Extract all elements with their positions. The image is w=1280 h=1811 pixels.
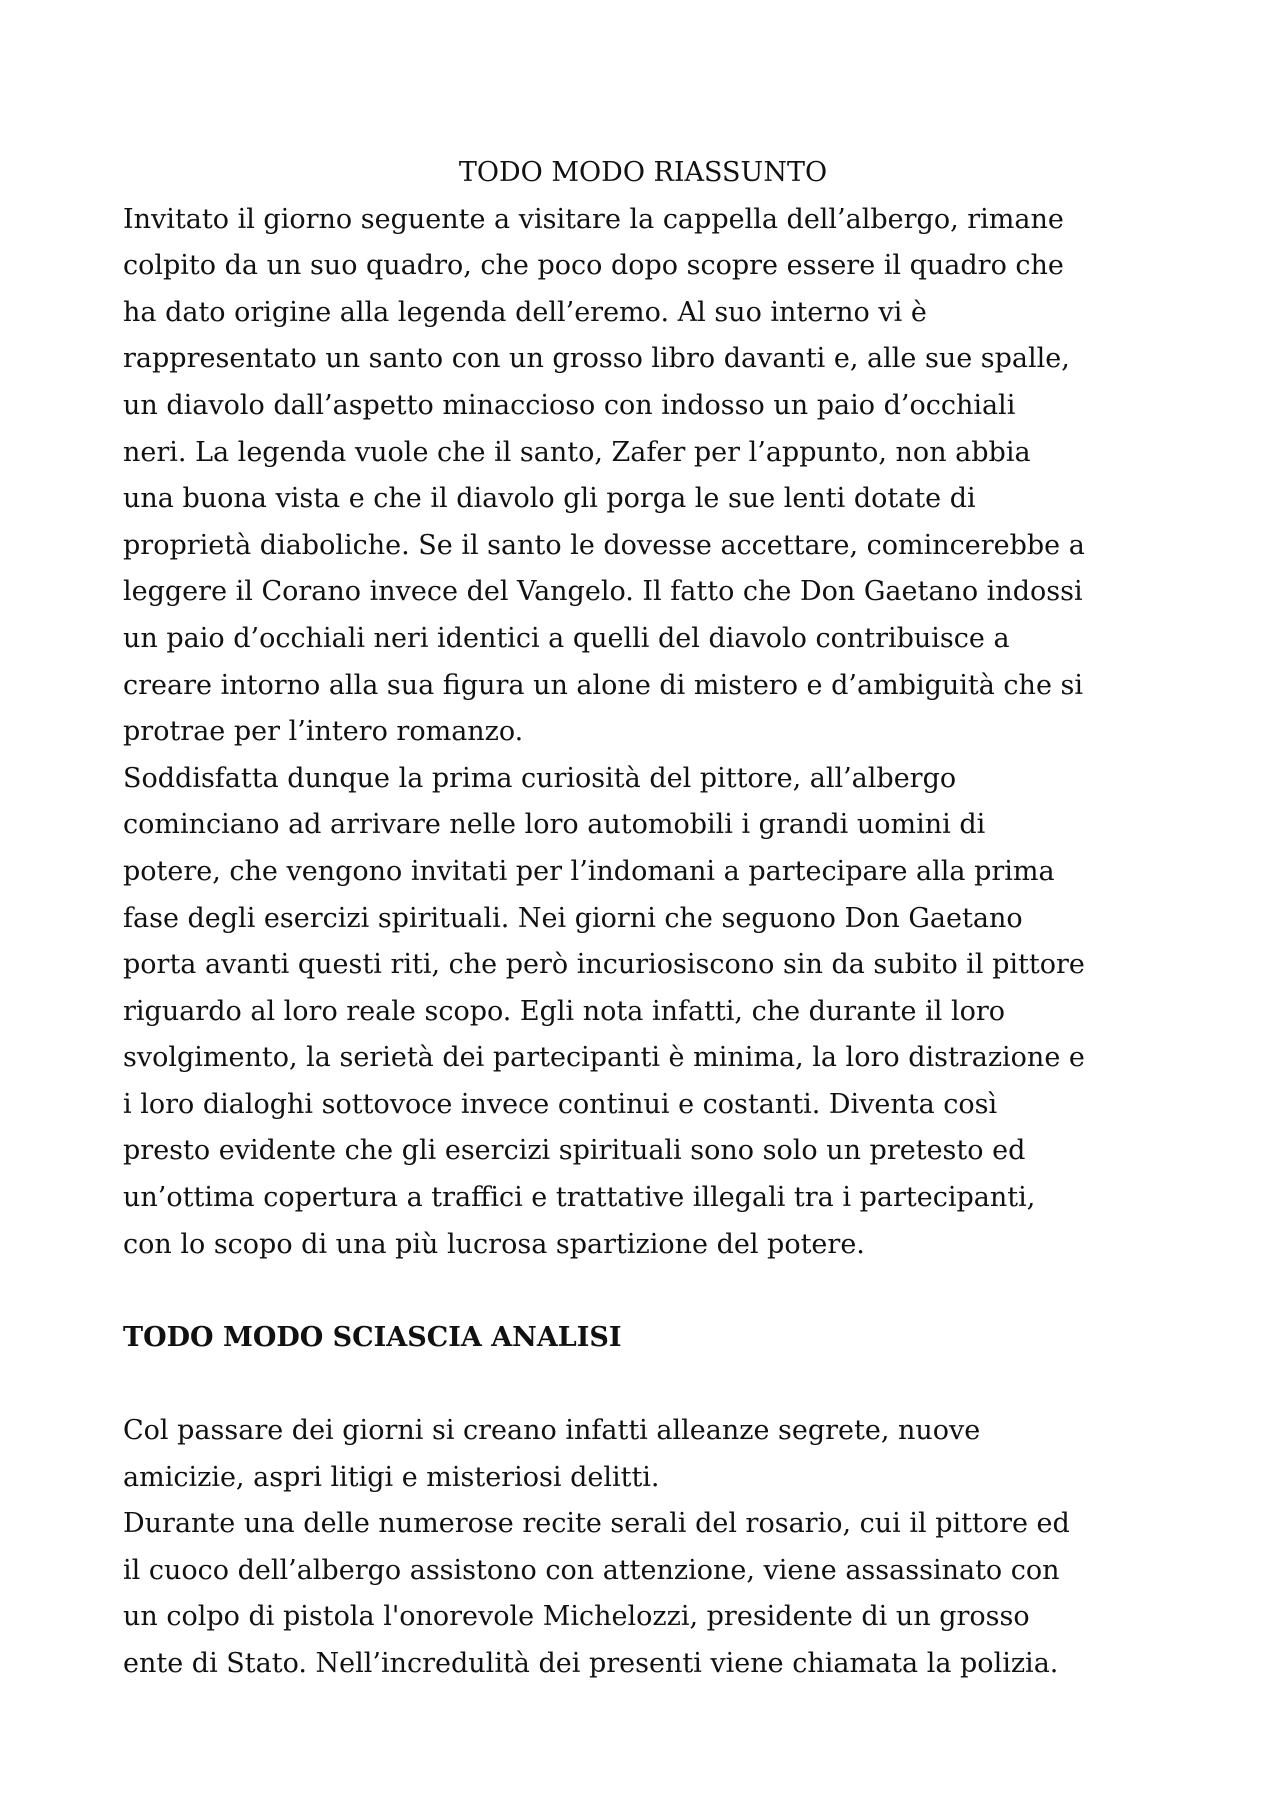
text-line: amicizie, aspri litigi e misteriosi delitti. (123, 1461, 660, 1493)
text-line: Col passare dei giorni si creano infatti alleanze segrete, nuove (123, 1415, 981, 1447)
text-line: ha dato origine alla legenda dell’eremo. Al suo interno vi è (123, 296, 927, 328)
text-line: presto evidente che gli esercizi spirituali sono solo un pretesto ed (123, 1135, 1026, 1167)
text-line: colpito da un suo quadro, che poco dopo scopre essere il quadro che (123, 250, 1064, 282)
text-line: un paio d’occhiali neri identici a quelli del diavolo contribuisce a (123, 622, 1010, 654)
text-line: creare intorno alla sua figura un alone di mistero e d’ambiguità che si (123, 669, 1083, 701)
spacer (123, 1361, 1163, 1408)
document-title: TODO MODO RIASSUNTO (458, 157, 828, 188)
paragraph-summary-2 (123, 756, 1163, 1269)
text-line: il cuoco dell’albergo assistono con attenzione, viene assassinato con (123, 1554, 1060, 1586)
text-line: riguardo al loro reale scopo. Egli nota infatti, che durante il loro (123, 995, 1006, 1027)
text-line: proprietà diaboliche. Se il santo le dovesse accettare, comincerebbe a (123, 529, 1085, 561)
text-line: svolgimento, la serietà dei partecipanti è minima, la loro distrazione e (123, 1042, 1085, 1074)
text-line: fase degli esercizi spirituali. Nei giorni che seguono Don Gaetano (123, 902, 1023, 934)
section-heading: TODO MODO SCIASCIA ANALISI (123, 1321, 622, 1353)
document-body (123, 150, 1163, 1688)
text-line: un diavolo dall’aspetto minaccioso con indosso un paio d’occhiali (123, 389, 1016, 421)
text-line: i loro dialoghi sottovoce invece continui e costanti. Diventa così (123, 1088, 998, 1120)
text-line: neri. La legenda vuole che il santo, Zafer per l’appunto, non abbia (123, 436, 1031, 468)
paragraph-analysis-2 (123, 1501, 1163, 1687)
text-line: leggere il Corano invece del Vangelo. Il fatto che Don Gaetano indossi (123, 576, 1083, 608)
text-line: un’ottima copertura a traffici e trattative illegali tra i partecipanti, (123, 1182, 1036, 1214)
text-line: un colpo di pistola l'onorevole Michelozzi, presidente di un grosso (123, 1601, 1030, 1633)
paragraph-summary-1 (123, 197, 1163, 756)
text-line: con lo scopo di una più lucrosa spartizione del potere. (123, 1228, 865, 1260)
text-line: una buona vista e che il diavolo gli porga le sue lenti dotate di (123, 483, 976, 515)
text-line: porta avanti questi riti, che però incuriosiscono sin da subito il pittore (123, 949, 1085, 981)
spacer (123, 1268, 1163, 1315)
paragraph-analysis-1 (123, 1408, 1163, 1501)
text-line: protrae per l’intero romanzo. (123, 716, 524, 748)
text-line: rappresentato un santo con un grosso libro davanti e, alle sue spalle, (123, 343, 1070, 375)
text-line: Durante una delle numerose recite serali del rosario, cui il pittore ed (123, 1508, 1070, 1540)
text-line: ente di Stato. Nell’incredulità dei presenti viene chiamata la polizia. (123, 1648, 1059, 1679)
text-line: Invitato il giorno seguente a visitare la cappella dell’albergo, rimane (123, 203, 1064, 235)
text-line: potere, che vengono invitati per l’indomani a partecipare alla prima (123, 855, 1055, 887)
text-line: cominciano ad arrivare nelle loro automobili i grandi uomini di (123, 809, 986, 841)
text-line: Soddisfatta dunque la prima curiosità del pittore, all’albergo (123, 762, 957, 794)
